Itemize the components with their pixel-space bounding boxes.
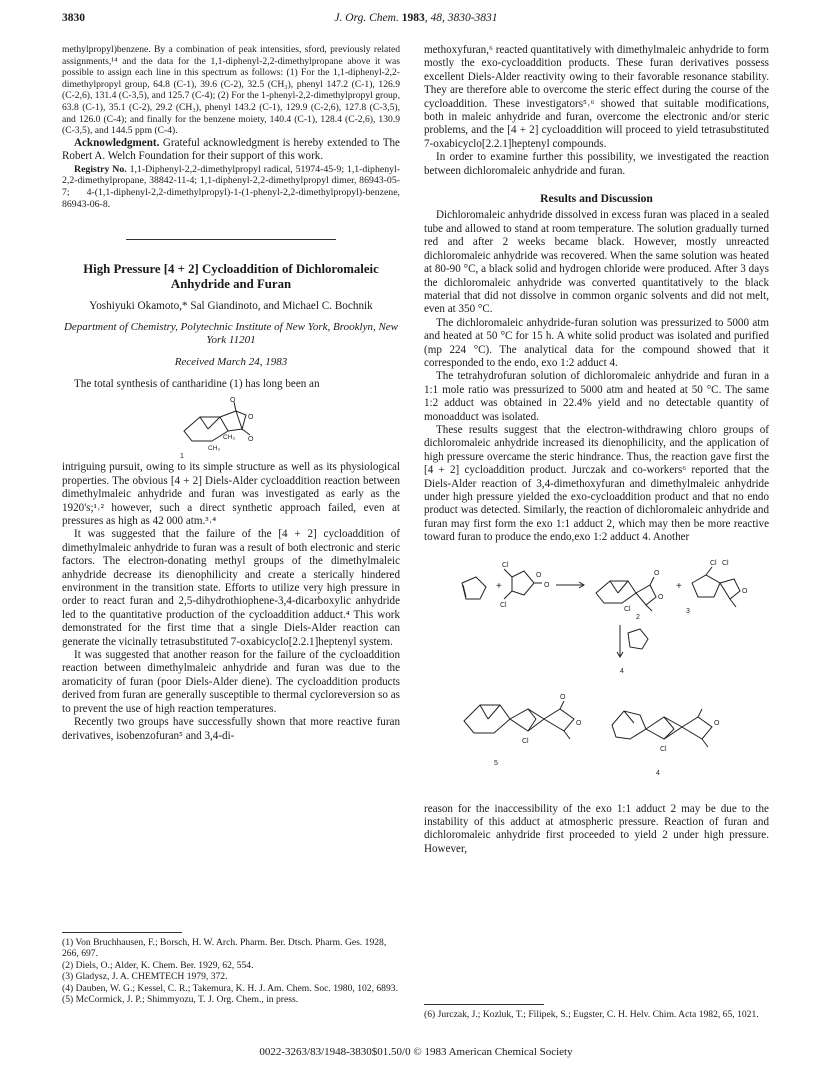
paragraph-sealed-tube: Dichloromaleic anhydride dissolved in excess furan was placed in a sealed tube and allowed to stand at room temperature. The solution gradually turned red and after 2 weeks became black. However, mostly unreacted dichloromaleic anhydride was recovered. When the same solution was heated at 80-90 °C, a black solid and hydrogen chloride were produced. After 3 days the dichloromaleic anhydride was converted quantitatively to the black material that did not dissolve in common organic solvents and did not melt, even at 350 °C. [424,209,769,316]
intro-continuation: intriguing pursuit, owing to its simple structure as well as its physiological properties. The obvious [4 + 2] Diels-Alder cycloaddition reaction between dimethylmaleic anhydride and furan was investigated as early as the 1920's;¹˒² however, such a direct synthetic approach failed, even at pressures as high as 42 000 atm.³˒⁴ [62,461,400,527]
paragraph-methoxyfuran: methoxyfuran,⁶ reacted quantitatively with dimethylmaleic anhydride to form mostly the exo-cycloaddition products. These furan derivatives possess excellent Diels-Alder reactivity owing to their favorable resonance stability. They are therefore able to overcome the steric effect during the course of the cycloaddition. These investigators⁵˒⁶ showed that suitable modifications, both in maleic anhydride and furan, overcome the electronic and/or steric problems, and the [4 + 2] cycloaddition will proceed to yield tetrasubstituted 7-oxabicyclo[2.2.1]heptenyl compounds. [424,44,769,150]
compound-3-label: 3 [686,607,690,615]
footnote-1: (1) Von Bruchhausen, F.; Borsch, H. W. Arch. Pharm. Ber. Dtsch. Pharm. Ges. 1928, 266, 697. [62,937,387,960]
journal-citation [62,12,770,24]
intro-paragraph: The total synthesis of cantharidine (1) has long been an [74,377,320,390]
carbonyl-o-label-top: O [230,397,236,405]
registry-text: 1,1-Diphenyl-2,2-dimethylpropyl radical, 51974-45-9; 1,1-diphenyl-2,2-dimethylpropane, 38842-11-4; 1,1-diphenyl-2,2-dimethylpropyl dimer, 86943-05-7; 4-(1,1-diphenyl-2,2-dimethylpropyl)-1-(1-phenyl-2,2-dimethylpropyl)-benzene, 86943-06-8. [62,163,400,210]
cl-label-a2: Cl [500,601,507,609]
cantharidine-structure-drawing [62,393,400,459]
plus-sign-1: + [496,580,502,592]
cl-label-3a: Cl [710,559,717,567]
acknowledgment-label: Acknowledgment. [74,136,160,149]
compound-1-label: 1 [180,453,184,460]
footnote-rule [62,932,182,933]
o-label-3: O [742,587,748,595]
carryover-paragraph: methylpropyl)benzene. By a combination of peak intensities, sford, previously related assignments,¹⁴ and the data for the 1,1-diphenyl-2,2-dimethylpropane above it was possible to assign each line in this spectrum as follows: (1) For the 1,1-diphenyl-2,2-dimethylpropyl group, 64.8 (C-1), 39.6 (C-2), 32.5 (CH₃), phenyl 147.2 (C-1), 126.9 (C-2,6), 131.4 (C-3,5), and 125.7 (C-4); (2) For the 1-phenyl-2,2-dimethylpropyl group, 63.8 (C-1), 35.1 (C-2), 29.2 (CH₃), phenyl 143.2 (C-1), 129.9 (C-2,6), 127.8 (C-3,5), and 126.0 (C-4); and finally for the benzene moiety, 140.4 (C-1), 128.4 (C-2,6), 130.9 (C-3,5), and 144.5 ppm (C-4). [62,44,400,137]
plus-sign-2: + [676,580,682,592]
o-label-a2: O [544,581,550,589]
paragraph-reactive-furans: Recently two groups have successfully shown that more reactive furan derivatives, isobenzofuran⁵ and 3,4-di- [62,716,400,742]
paragraph-results-suggest: These results suggest that the electron-withdrawing chloro groups of dichloromaleic anhydride increased its dienophilicity, and the application of high pressure overcame the steric hindrance. Thus, the reaction gave first the [4 + 2] cycloaddition product. Jurczak and co-workers⁶ reported that the Diels-Alder reaction of 3,4-dimethoxyfuran and dimethylmaleic anhydride under high pressure yielded the exo-cycloaddition product and that no endo product was detected. Similarly, the reaction of dichloromaleic anhydride and furan may first form the exo 1:1 adduct 2, which may then be more reactive toward furan to produce the endo,exo 1:2 adduct 4. Another [424,423,769,544]
footnotes-left [62,932,400,1005]
footnote-4: (4) Dauben, W. G.; Kessel, C. R.; Takemura, K. H. J. Am. Chem. Soc. 1980, 102, 6893. [62,982,398,994]
footnote-6: (6) Jurczak, J.; Kozluk, T.; Filipek, S.; Eugster, C. H. Helv. Chim. Acta 1982, 65, 1021. [424,1009,759,1020]
reaction-scheme-drawing [424,553,769,795]
left-column [62,44,400,743]
registry-numbers [62,164,400,211]
arrow-label-4: 4 [620,667,624,675]
registry-label: Registry No. [74,163,127,175]
compound-2-label: 2 [636,613,640,621]
o-label-5b: O [576,719,582,727]
paragraph-thf-solution: The tetrahydrofuran solution of dichloromaleic anhydride and furan in a 1:1 mole ratio was pressurized to 5000 atm and heated at 50 °C. The same 1:2 adduct was obtained in 22.4% yield and no detectable quantity of monoadduct was isolated. [424,370,769,423]
cantharidine-structure [62,393,400,459]
carbonyl-o-label-bottom: O [248,436,254,444]
article-separator [126,239,336,240]
o-label-5a: O [560,693,566,701]
cl-label-3b: Cl [722,559,729,567]
footnote-rule [424,1004,544,1005]
o-label-2b: O [658,593,664,601]
paragraph-inaccessibility: reason for the inaccessibility of the exo 1:1 adduct 2 may be due to the instability of this adduct at atmospheric pressure. Reaction of furan and dichloromaleic anhydride first proceeded to yield 2 under high pressure. However, [424,802,769,855]
o-label-4: O [714,719,720,727]
article-authors: Yoshiyuki Okamoto,* Sal Giandinoto, and Michael C. Bochnik [89,299,373,312]
paragraph-aromaticity: It was suggested that another reason for the failure of the cycloaddition reaction between dimethylmaleic anhydride and furan was due to the aromaticity of furan (poor Diels-Alder diene). The cycloaddition products derived from furan are generally susceptible to thermal cycloreversion so as to prevent the use of high reaction temperatures. [62,649,400,715]
footnote-3: (3) Gladysz, J. A. CHEMTECH 1979, 372. [62,971,228,983]
cl-label-a1: Cl [502,561,509,569]
acknowledgment [62,137,400,164]
methyl-label-2: CH₃ [208,445,221,453]
o-label-2a: O [654,569,660,577]
footnote-5: (5) McCormick, J. P.; Shimmyozu, T. J. Org. Chem., in press. [62,994,299,1006]
footnotes-right [424,1004,769,1020]
o-label-a1: O [536,571,542,579]
paragraph-pressurized: The dichloromaleic anhydride-furan solution was pressurized to 5000 atm and heated at 50 °C for 15 h. A white solid product was isolated and purified (mp 224 °C). The analytical data for the compound showed that it corresponded to the endo, exo 1:2 adduct 4. [424,316,769,369]
cl-label-5: Cl [522,737,529,745]
compound-4-label: 4 [656,769,660,777]
journal-year: 1983 [401,12,425,24]
section-heading: Results and Discussion [540,192,653,206]
compound-5-label: 5 [494,759,498,767]
page-header [62,12,770,28]
ring-o-label: O [248,414,254,422]
right-column [424,44,769,856]
article-title: High Pressure [4 + 2] Cycloaddition of Dichloromaleic Anhydride and Furan [83,261,379,291]
received-date: Received March 24, 1983 [174,355,288,368]
journal-volume-pages: , 48, 3830-3831 [424,12,498,24]
paragraph-electronic-steric: It was suggested that the failure of the [4 + 2] cycloaddition of dimethylmaleic anhydride to furan was a result of both electronic and steric factors. The electron-donating methyl groups of the dimethylmaleic anhydride decrease its dienophilicity and create a sterically hindered environment in the transition state. Efforts to utilize very high pressure in order to react furan and 2,5-dihydrothiophene-3,4-dicarboxylic anhydride led to the quantitative production of the cycloaddition adduct.⁴ This work demonstrated for the first time that a single Diels-Alder reaction can generate the vicinally tetrasubstituted 7-oxabicyclo[2.2.1]heptenyl system. [62,528,400,648]
methyl-label-1: CH₃ [223,434,236,442]
footnote-2: (2) Diels, O.; Alder, K. Chem. Ber. 1929, 62, 554. [62,959,254,971]
cl-label-4: Cl [660,745,667,753]
reaction-scheme [424,553,769,795]
page-number: 3830 [62,12,85,24]
acknowledgment-text: Grateful acknowledgment is hereby extended to The Robert A. Welch Foundation for their support of this work. [62,136,400,163]
paragraph-examine: In order to examine further this possibility, we investigated the reaction between dichloromaleic anhydride and furan. [424,151,769,177]
page-footer: 0022-3263/83/1948-3830$01.50/0 © 1983 American Chemical Society [259,1046,573,1058]
author-affiliation: Department of Chemistry, Polytechnic Institute of New York, Brooklyn, New York 11201 [63,321,399,347]
journal-name: J. Org. Chem. [334,12,399,24]
cl-label-2: Cl [624,605,631,613]
